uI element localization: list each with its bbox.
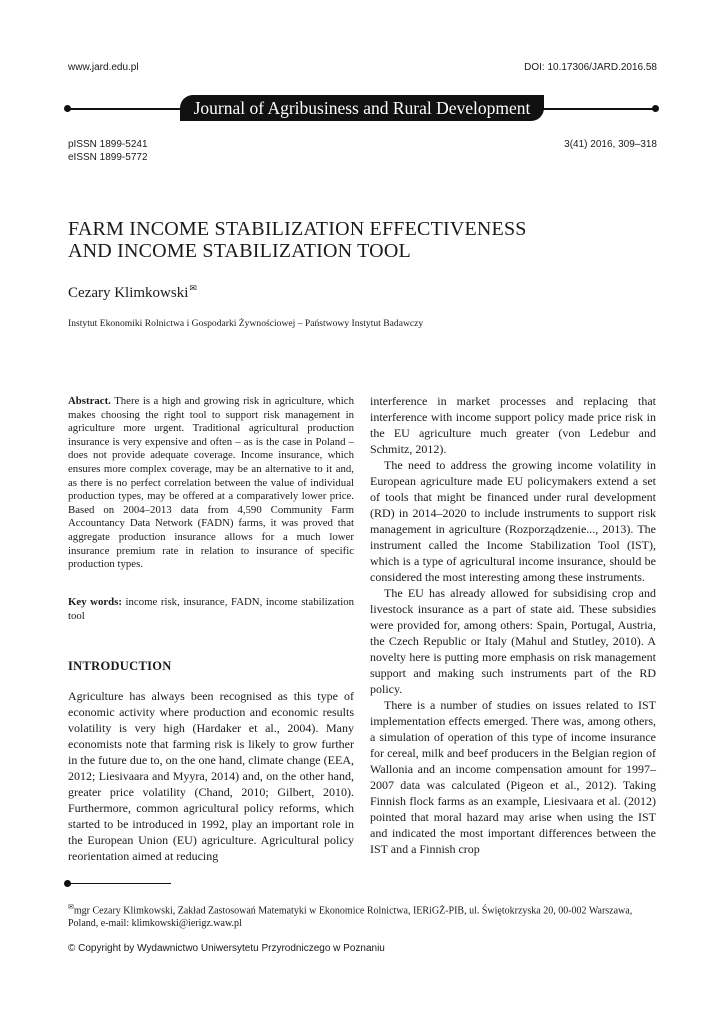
right-column-text (370, 393, 656, 857)
copyright: © Copyright by Wydawnictwo Uniwersytetu Przyrodniczego w Poznaniu (68, 943, 385, 954)
issue-info: 3(41) 2016, 309–318 (564, 139, 657, 150)
author (68, 283, 197, 302)
paragraph: The need to address the growing income volatility in European agriculture made EU policymakers extend a set of tools that might be financed under rural development (RD) in 2014–2020 to include instruments to support risk management in agriculture (Rozporządzenie..., 2013). The instrument called the Income Stabilization Tool (IST), which is a type of agricultural income insurance, should be considered the most interesting among these instruments. (370, 458, 656, 584)
article-title-line-1: FARM INCOME STABILIZATION EFFECTIVENESS (68, 218, 527, 240)
keywords-label: Key words: (68, 596, 122, 608)
issn-block (68, 139, 148, 164)
envelope-icon: ✉ (189, 283, 197, 293)
section-heading-introduction: INTRODUCTION (68, 659, 172, 673)
affiliation: Instytut Ekonomiki Rolnictwa i Gospodarki Żywnościowej – Państwowy Instytut Badawczy (68, 318, 424, 329)
journal-website: www.jard.edu.pl (68, 62, 139, 73)
abstract-text: There is a high and growing risk in agriculture, which makes choosing the right tool to support risk management in agriculture more urgent. Traditional agricultural production insurance is very expensive and often – as is the case in Poland – does not provide adequate coverage. Income insurance, which ensures more complex coverage, may be an alternative to it and, as there is no perfect correlation between the value of individual production types, may be offered at a comparatively lower price. Based on 2004–2013 data from 4,590 Community Farm Accountancy Data Network (FADN) farms, it was proved that aggregate production insurance allows for a much lower insurance premium rate in relation to insurance of specific production types. (68, 395, 354, 571)
envelope-icon: ✉ (68, 903, 74, 911)
pissn: pISSN 1899-5241 (68, 139, 148, 150)
journal-banner: Journal of Agribusiness and Rural Development (180, 95, 544, 121)
keywords (68, 596, 354, 623)
keywords-text: income risk, insurance, FADN, income stabilization tool (68, 596, 354, 622)
eissn: eISSN 1899-5772 (68, 151, 148, 163)
introduction-text (68, 688, 354, 864)
footnote-rule-dot (64, 880, 71, 887)
footnote (68, 901, 656, 930)
paragraph: Agriculture has always been recognised as this type of economic activity where production and economic results volatility is very high (Hardaker et al., 2004). Many economists note that farming risk is likely to grow further in the future due to, on the one hand, climate change (EEA, 2012; Liesivaara and Myyra, 2014) and, on the other hand, greater price volatility (Chand, 2010; Gilbert, 2010). Furthermore, common agricultural policy reforms, which started to be introduced in 1992, play an important role in the European Union (EU) agriculture. Agricultural policy reorientation aimed at reducing (68, 689, 354, 863)
article-title (68, 218, 668, 262)
footnote-rule (67, 883, 171, 884)
header-rule-dot-left (64, 105, 71, 112)
paragraph: interference in market processes and replacing that interference with income support policy made price risk in the EU agriculture much greater (von Ledebur and Schmitz, 2012). (370, 394, 656, 456)
author-name: Cezary Klimkowski (68, 285, 189, 301)
paragraph: The EU has already allowed for subsidising crop and livestock insurance as a part of state aid. These subsidies were provided for, among others: Spain, Portugal, Austria, the Czech Republic or Italy (Mahul and Stutley, 2010). A novelty here is putting more emphasis on risk management support and making such instruments part of the RD policy. (370, 586, 656, 696)
article-title-line-2: AND INCOME STABILIZATION TOOL (68, 240, 411, 262)
header-rule-dot-right (652, 105, 659, 112)
doi: DOI: 10.17306/JARD.2016.58 (524, 62, 657, 73)
footnote-text: mgr Cezary Klimkowski, Zakład Zastosowań Matematyki w Ekonomice Rolnictwa, IERiGŻ-PIB, ul. Świętokrzyska 20, 00-002 Warszawa, Poland, e-mail: klimkowski@ierigz.waw.pl (68, 905, 633, 930)
abstract-label: Abstract. (68, 395, 111, 407)
abstract (68, 395, 354, 572)
paragraph: There is a number of studies on issues related to IST implementation effects emerged. There was, among others, a simulation of operation of this type of income insurance for cereal, milk and beef producers in the Belgian region of Wallonia and an income compensation amount for 1997–2007 data was calculated (Pigeon et al., 2012). Taking Finnish flock farms as an example, Liesivaara et al. (2012) pointed that moral hazard may arise when using the IST and indicated the most important differences between the IST and a Finnish crop (370, 698, 656, 856)
